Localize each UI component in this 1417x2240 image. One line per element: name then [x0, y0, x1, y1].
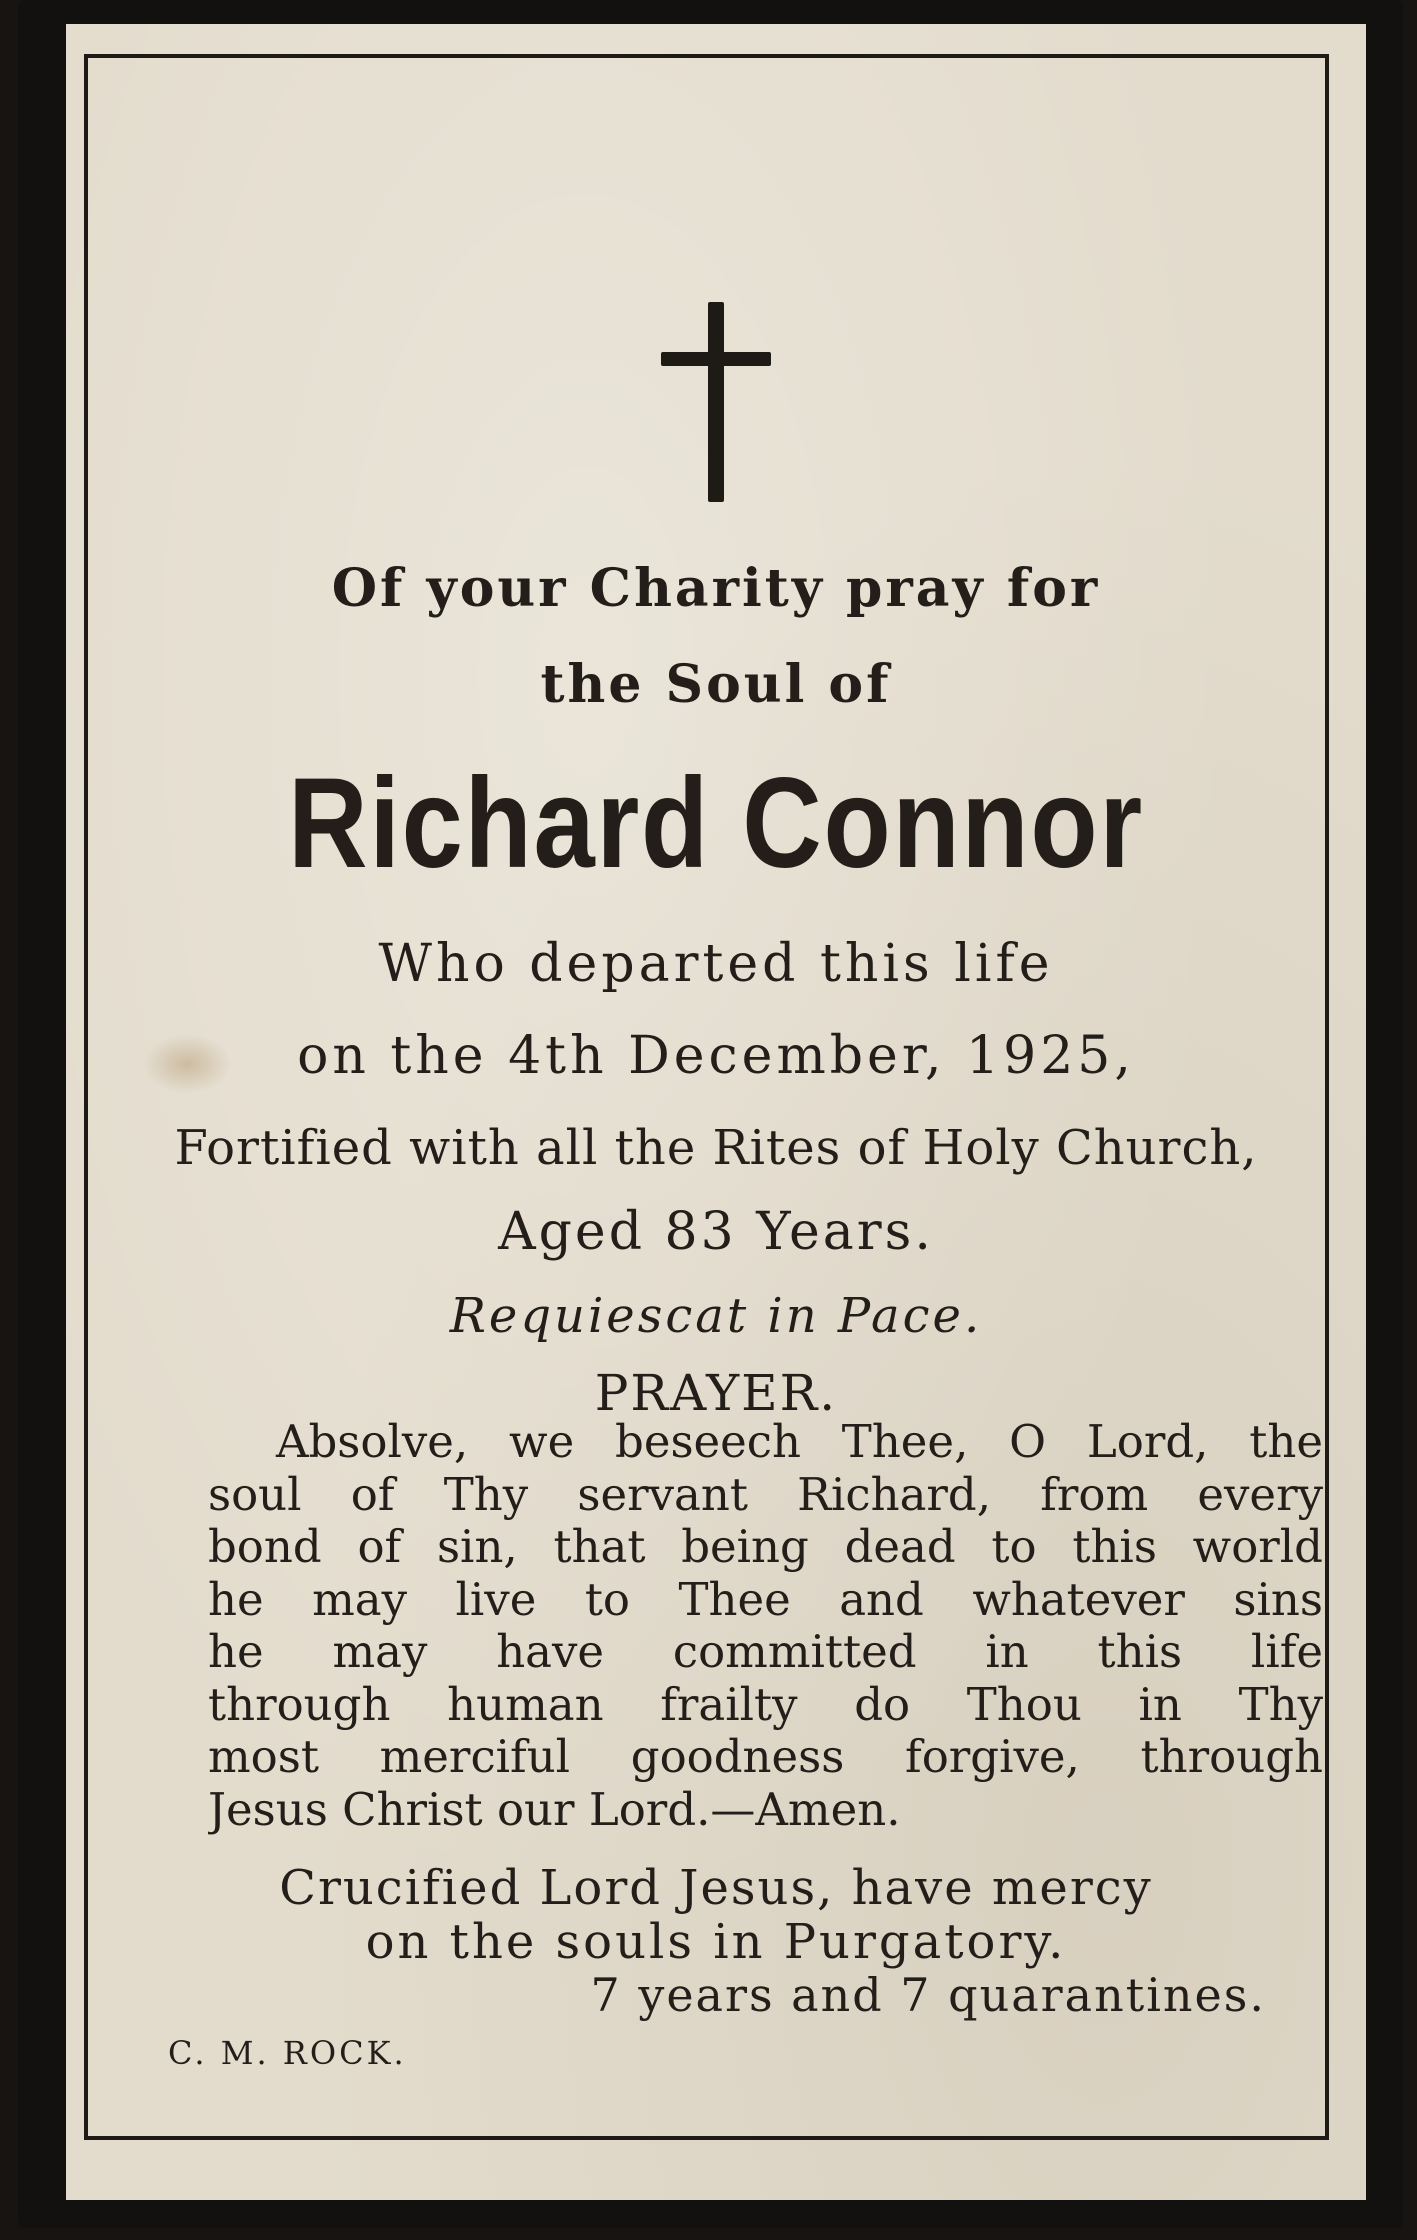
death-date: on the 4th December, 1925,: [297, 1026, 1135, 1086]
memorial-card: [18, 0, 1403, 2228]
prayer-line: he may live to Thee and whatever sins: [208, 1573, 1323, 1626]
opening-line-2: the Soul of: [540, 654, 892, 715]
prayer-line: he may have committed in this life: [208, 1626, 1323, 1678]
prayer-heading: PRAYER.: [594, 1364, 838, 1422]
age-line: Aged 83 Years.: [498, 1202, 934, 1262]
prayer-line: through human frailty do Thou in Thy: [208, 1678, 1323, 1731]
opening-line-1: Of your Charity pray for: [331, 558, 1101, 619]
ejaculation-line-1: Crucified Lord Jesus, have mercy: [279, 1860, 1153, 1916]
prayer-line: most merciful goodness forgive, through: [208, 1731, 1323, 1783]
departed-line: Who departed this life: [378, 934, 1054, 994]
prayer-line: soul of Thy servant Richard, from every: [208, 1468, 1323, 1521]
prayer-text: [208, 1416, 1323, 1836]
card-paper: [66, 24, 1366, 2200]
prayer-line: bond of sin, that being dead to this world: [208, 1521, 1323, 1573]
deceased-name: Richard Connor: [288, 752, 1144, 895]
requiescat-line: Requiescat in Pace.: [449, 1288, 983, 1344]
printer-name: C. M. ROCK.: [168, 2034, 407, 2072]
fortified-line: Fortified with all the Rites of Holy Church,: [174, 1120, 1258, 1176]
prayer-line: Jesus Christ our Lord.—Amen.: [208, 1783, 901, 1836]
cross-vertical-bar: [708, 302, 724, 502]
indulgence-note: 7 years and 7 quarantines.: [590, 1968, 1266, 2022]
cross-horizontal-bar: [661, 352, 771, 366]
ejaculation-line-2: on the souls in Purgatory.: [365, 1914, 1067, 1970]
prayer-line: Absolve, we beseech Thee, O Lord, the: [276, 1416, 1323, 1468]
cross-icon: [661, 302, 771, 502]
